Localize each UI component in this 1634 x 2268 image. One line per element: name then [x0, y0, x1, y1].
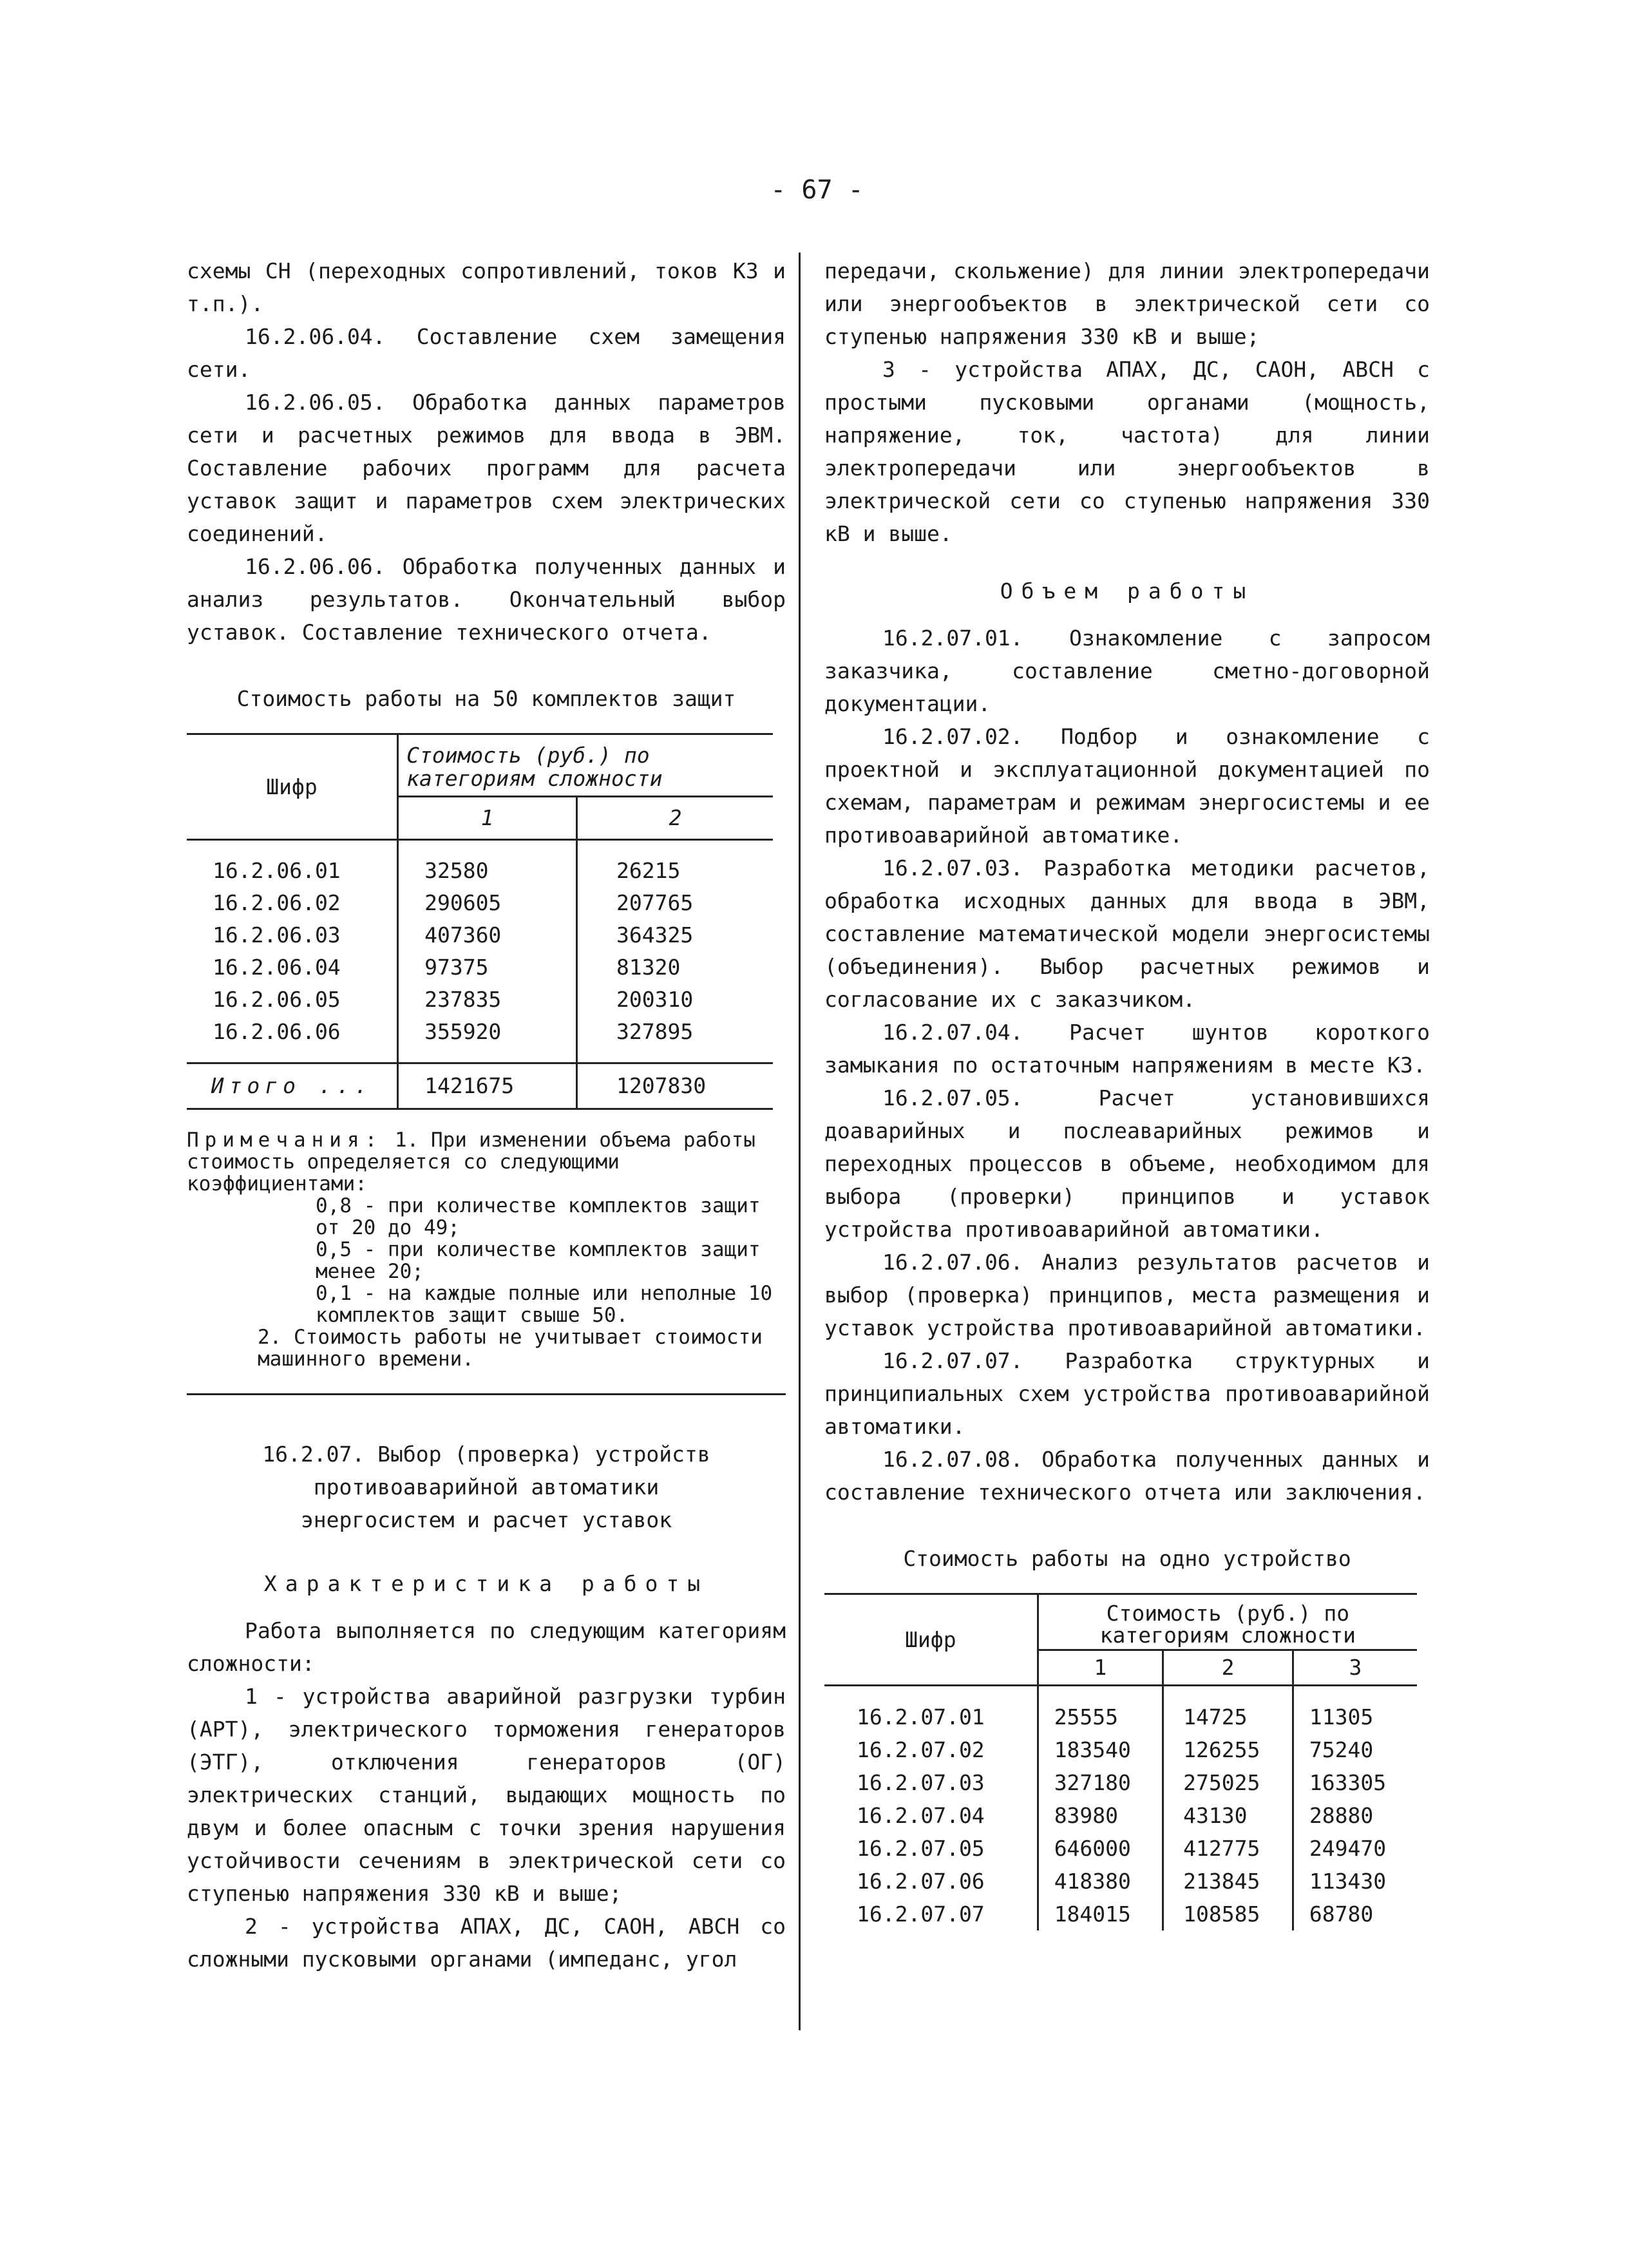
table-total-row [187, 1063, 773, 1109]
table-caption: Стоимость работы на одно устройство [903, 1546, 1351, 1571]
scope-item: 16.2.07.05. Расчет установившихся доаварийных и послеаварийных режимов и переходных процессов в объеме, необходимом для выбора (проверки) принципов и уставок устройства противоаварийной автоматики. [824, 1085, 1430, 1242]
cell-code: 16.2.06.05 [213, 987, 341, 1012]
paragraph: 3 - устройства АПАХ, ДС, САОН, АВСН с простыми пусковыми органами (мощность, напряжение, ток, частота) для линии электропередачи или энергообъектов в электрической сети со ступенью напряжения 330 кВ и выше. [824, 357, 1430, 546]
scope-item: 16.2.07.08. Обработка полученных данных и составление технического отчета или заключения. [824, 1447, 1430, 1505]
section-heading: 16.2.07. Выбор (проверка) устройств противоаварийной автоматики энергосистем и расчет уставок [262, 1442, 710, 1532]
cell-cat-1: 418380 [1038, 1865, 1163, 1898]
cell-cat-2: 126255 [1163, 1733, 1293, 1766]
cell-cat-3: 11305 [1293, 1701, 1417, 1733]
table-row [824, 1766, 1417, 1799]
table-row [187, 951, 773, 984]
table-body [187, 840, 773, 1063]
cell-code: 16.2.07.02 [857, 1737, 985, 1762]
notes [187, 1129, 786, 1370]
note-1: 1. При изменении объема работы стоимость определяется со следующими коэффициентами: [187, 1129, 755, 1196]
column-header-code: Шифр [824, 1594, 1038, 1686]
page-number: - 67 - [770, 175, 864, 205]
cell-code: 16.2.07.05 [857, 1836, 985, 1861]
cost-table-one-device [824, 1593, 1417, 1930]
right-column [824, 254, 1430, 1930]
cell-code: 16.2.06.02 [213, 890, 341, 915]
paragraph: 16.2.06.04. Составление схем замещения сети. [187, 324, 786, 382]
cell-code: 16.2.07.06 [857, 1869, 985, 1894]
total-cat-2: 1207830 [577, 1063, 773, 1109]
scope-item: 16.2.07.01. Ознакомление с запросом заказчика, составление сметно-договорной документации. [824, 625, 1430, 716]
cell-cat-2: 275025 [1163, 1766, 1293, 1799]
table-row [187, 887, 773, 919]
cell-cat-1: 184015 [1038, 1898, 1163, 1930]
column-header-cat-3: 3 [1293, 1650, 1417, 1686]
column-header-code: Шифр [187, 734, 398, 840]
table-row [187, 855, 773, 887]
column-header-cost: Стоимость (руб.) по категориям сложности [1038, 1594, 1417, 1650]
table-row [187, 984, 773, 1016]
cell-cat-3: 163305 [1293, 1766, 1417, 1799]
note-coef-2: 0,5 - при количестве комплектов защит менее 20; [316, 1238, 761, 1283]
total-label: Итого ... [187, 1063, 398, 1109]
cell-code: 16.2.06.04 [213, 955, 341, 980]
cell-cat-2: 327895 [577, 1016, 773, 1048]
cell-code: 16.2.07.01 [857, 1704, 985, 1730]
table-row [824, 1799, 1417, 1832]
cell-cat-1: 83980 [1038, 1799, 1163, 1832]
scope-item: 16.2.07.02. Подбор и ознакомление с проектной и эксплуатационной документацией по схемам, параметрам и режимам энергосистемы и ее противоаварийной автоматике. [824, 724, 1430, 848]
paragraph: 16.2.06.05. Обработка данных параметров сети и расчетных режимов для ввода в ЭВМ. Составление рабочих программ для расчета уставок защит и параметров схем электрических соединений. [187, 390, 786, 546]
cell-cat-1: 355920 [398, 1016, 577, 1048]
cost-table-50-sets [187, 733, 773, 1110]
cell-cat-2: 200310 [577, 984, 773, 1016]
scope-item: 16.2.07.07. Разработка структурных и принципиальных схем устройства противоаварийной автоматики. [824, 1348, 1430, 1439]
cell-cat-3: 75240 [1293, 1733, 1417, 1766]
cell-cat-1: 25555 [1038, 1701, 1163, 1733]
table-row [824, 1701, 1417, 1733]
cell-cat-2: 412775 [1163, 1832, 1293, 1865]
cell-code: 16.2.06.06 [213, 1019, 341, 1044]
scope-heading: Объем работы [1000, 578, 1255, 604]
cell-cat-1: 646000 [1038, 1832, 1163, 1865]
cell-cat-2: 43130 [1163, 1799, 1293, 1832]
scope-item: 16.2.07.06. Анализ результатов расчетов и выбор (проверка) принципов, места размещения и уставок устройства противоаварийной автоматики. [824, 1250, 1430, 1340]
column-header-cost: Стоимость (руб.) по категориям сложности [398, 734, 773, 797]
column-divider [799, 253, 801, 2030]
cell-code: 16.2.07.03 [857, 1770, 985, 1795]
paragraph: Работа выполняется по следующим категориям сложности: [187, 1618, 786, 1676]
scope-item: 16.2.07.03. Разработка методики расчетов, обработка исходных данных для ввода в ЭВМ, составление математической модели энергосистемы (объединения). Выбор расчетных режимов и согласование их с заказчиком. [824, 855, 1430, 1012]
cell-cat-2: 26215 [577, 855, 773, 887]
cell-cat-3: 28880 [1293, 1799, 1417, 1832]
cell-cat-3: 249470 [1293, 1832, 1417, 1865]
cell-cat-1: 237835 [398, 984, 577, 1016]
note-label: Примечания: [187, 1129, 383, 1152]
column-header-cat-1: 1 [1038, 1650, 1163, 1686]
total-cat-1: 1421675 [398, 1063, 577, 1109]
table-row [187, 919, 773, 951]
cell-cat-3: 68780 [1293, 1898, 1417, 1930]
cell-cat-3: 113430 [1293, 1865, 1417, 1898]
cell-cat-1: 183540 [1038, 1733, 1163, 1766]
cell-code: 16.2.06.03 [213, 922, 341, 948]
left-column [187, 254, 786, 1976]
paragraph: схемы СН (переходных сопротивлений, токов КЗ и т.п.). [187, 258, 786, 316]
paragraph: 2 - устройства АПАХ, ДС, САОН, АВСН со сложными пусковыми органами (импеданс, угол [187, 1914, 786, 1972]
scope-item: 16.2.07.04. Расчет шунтов короткого замыкания по остаточным напряжениям в месте КЗ. [824, 1020, 1430, 1078]
cell-code: 16.2.07.07 [857, 1901, 985, 1927]
cell-code: 16.2.07.04 [857, 1803, 985, 1828]
paragraph: 1 - устройства аварийной разгрузки турбин (АРТ), электрического торможения генераторов (ЭТГ), отключения генераторов (ОГ) электрических станций, выдающих мощность по двум и более опасным с точки зрения нарушения устойчивости сечениям в электрической сети со ступенью напряжения 330 кВ и выше; [187, 1684, 786, 1906]
cell-cat-1: 327180 [1038, 1766, 1163, 1799]
column-header-cat-2: 2 [1163, 1650, 1293, 1686]
characteristic-heading: Характеристика работы [263, 1571, 709, 1596]
table-row [824, 1865, 1417, 1898]
cell-cat-1: 290605 [398, 887, 577, 919]
paragraph: передачи, скольжение) для линии электропередачи или энергообъектов в электрической сети со ступенью напряжения 330 кВ и выше; [824, 258, 1430, 349]
column-header-cat-2: 2 [577, 797, 773, 840]
cell-cat-1: 407360 [398, 919, 577, 951]
table-row [824, 1898, 1417, 1930]
cell-cat-1: 97375 [398, 951, 577, 984]
table-caption: Стоимость работы на 50 комплектов защит [236, 686, 736, 711]
column-header-cat-1: 1 [398, 797, 577, 840]
table-row [187, 1016, 773, 1048]
note-coef-1: 0,8 - при количестве комплектов защит от 20 до 49; [316, 1194, 761, 1239]
cell-cat-2: 364325 [577, 919, 773, 951]
table-row [824, 1733, 1417, 1766]
note-2: 2. Стоимость работы не учитывает стоимости машинного времени. [258, 1326, 763, 1371]
cell-cat-2: 108585 [1163, 1898, 1293, 1930]
cell-cat-2: 14725 [1163, 1701, 1293, 1733]
cell-cat-2: 213845 [1163, 1865, 1293, 1898]
cell-code: 16.2.06.01 [213, 858, 341, 883]
note-coef-3: 0,1 - на каждые полные или неполные 10 комплектов защит свыше 50. [316, 1282, 773, 1327]
cell-cat-1: 32580 [398, 855, 577, 887]
paragraph: 16.2.06.06. Обработка полученных данных и анализ результатов. Окончательный выбор уставок. Составление технического отчета. [187, 554, 786, 645]
table-row [824, 1832, 1417, 1865]
cell-cat-2: 207765 [577, 887, 773, 919]
divider-rule [187, 1393, 786, 1395]
cell-cat-2: 81320 [577, 951, 773, 984]
table-body [824, 1686, 1417, 1931]
